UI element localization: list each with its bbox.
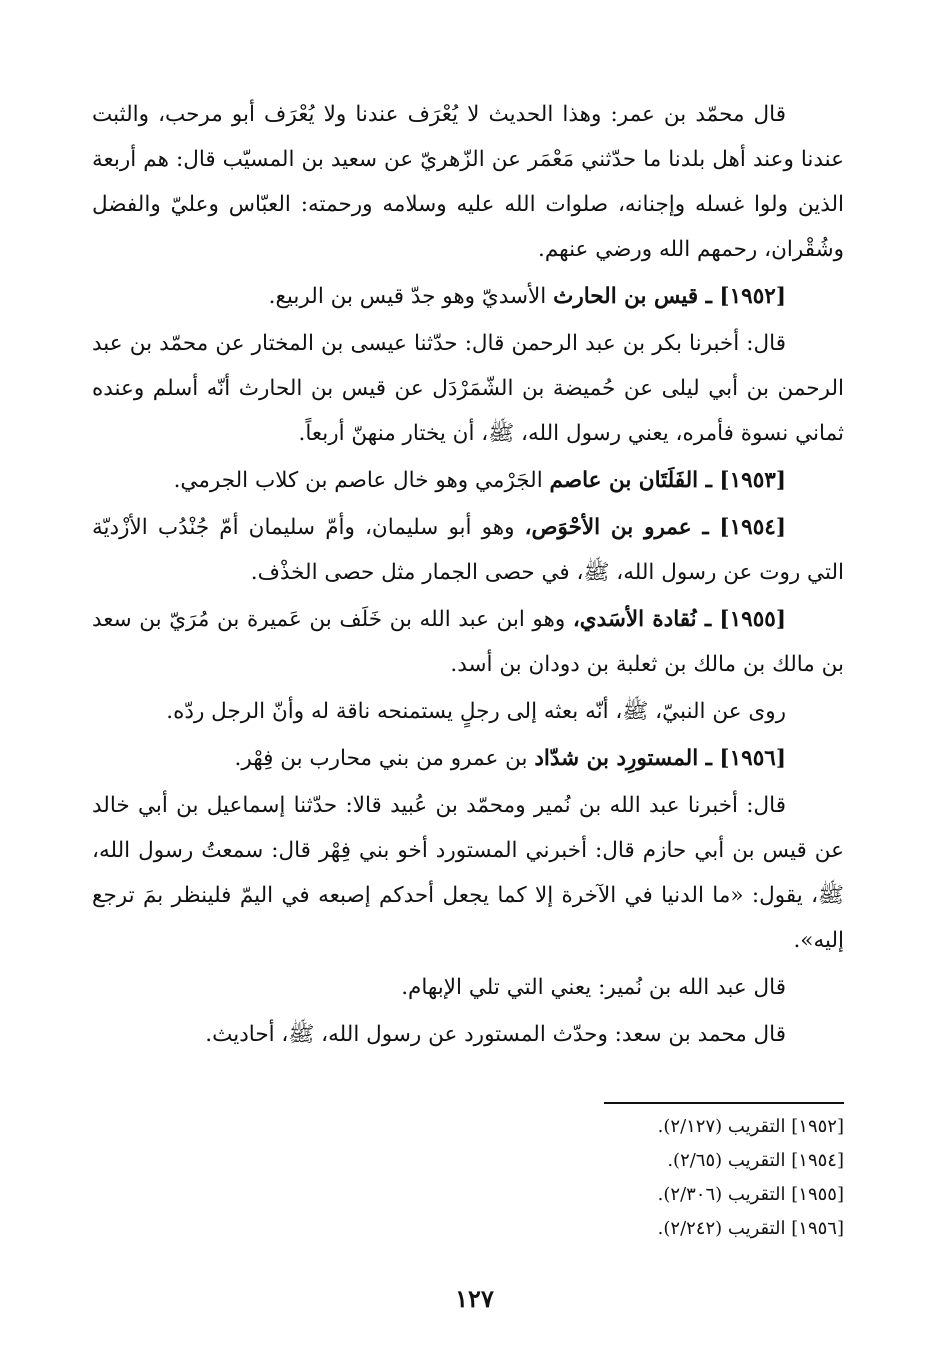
entry-1955 <box>92 597 844 687</box>
paragraph-narration-1956 <box>92 783 844 963</box>
paragraph-text: قال: أخبرنا بكر بن عبد الرحمن قال: حدّثنا عيسى بن المختار عن محمّد بن عبد الرحمن بن أبي ليلى عن حُميضة بن الشّمَرْدَل عن قيس بن الحارث أنّه أسلم وعنده ثماني نسوة فأمره، يعني رسول الله، ﷺ، أن يختار منهنّ أربعاً. <box>92 331 844 446</box>
paragraph-comment <box>92 965 844 1010</box>
page-number: ١٢٧ <box>455 1284 494 1313</box>
entry-1953 <box>92 458 844 503</box>
paragraph-text: روى عن النبيّ، ﷺ، أنّه بعثه إلى رجلٍ يستمنحه ناقة له وأنّ الرجل ردّه. <box>166 699 786 724</box>
paragraph-narration-1952 <box>92 321 844 456</box>
footnote-1955: [١٩٥٥] التقريب (٢/٣٠٦). <box>657 1184 844 1205</box>
entry-text: بن عمرو من بني محارب بن فِهْر. <box>234 746 535 771</box>
footnote-divider <box>604 1102 844 1104</box>
entry-heading: [١٩٥٤] ـ عمرو بن الأحْوَص، <box>524 515 786 540</box>
entry-heading: [١٩٥٣] ـ الفَلَتَان بن عاصم <box>549 468 786 493</box>
entry-1954 <box>92 505 844 595</box>
entry-heading: [١٩٥٦] ـ المستورِد بن شدّاد <box>534 746 786 771</box>
entry-text: الأسديّ وهو جدّ قيس بن الربيع. <box>268 284 554 309</box>
paragraph-text: قال عبد الله بن نُمير: يعني التي تلي الإبهام. <box>401 975 786 1000</box>
entry-text: وهو أبو سليمان، وأمّ سليمان أمّ جُنْدُب الأزْديّة التي روت عن رسول الله، ﷺ، في حصى الجمار مثل حصى الخذْف. <box>92 515 844 585</box>
entry-heading: [١٩٥٢] ـ قيس بن الحارث <box>553 284 786 309</box>
paragraph-closing <box>92 1012 844 1057</box>
paragraph-text: قال محمد بن سعد: وحدّث المستورد عن رسول الله، ﷺ، أحاديث. <box>205 1022 786 1047</box>
paragraph-narration-1955 <box>92 689 844 734</box>
footnotes <box>604 1102 844 1246</box>
entry-text: الجَرْمي وهو خال عاصم بن كلاب الجرمي. <box>173 468 550 493</box>
footnote-1952: [١٩٥٢] التقريب (٢/١٢٧). <box>657 1116 844 1137</box>
page-body <box>92 92 844 1059</box>
entry-heading: [١٩٥٥] ـ نُقادة الأسَدي، <box>572 607 786 632</box>
footnote-1954: [١٩٥٤] التقريب (٢/٦٥). <box>667 1150 844 1171</box>
entry-1956 <box>92 736 844 781</box>
paragraph-text: قال: أخبرنا عبد الله بن نُمير ومحمّد بن عُبيد قالا: حدّثنا إسماعيل بن أبي خالد عن قيس بن أبي حازم قال: أخبرني المستورد أخو بني فِهْر قال: سمعتُ رسول الله، ﷺ، يقول: «ما الدنيا في الآخرة إلا كما يجعل أحدكم إصبعه في اليمّ فلينظر بمَ ترجع إليه». <box>92 793 844 953</box>
paragraph-text: قال محمّد بن عمر: وهذا الحديث لا يُعْرَف عندنا ولا يُعْرَف أبو مرحب، والثبت عندنا وعند أهل بلدنا ما حدّثني مَعْمَر عن الزّهريّ عن سعيد بن المسيّب قال: هم أربعة الذين ولوا غسله وإجنانه، صلوات الله عليه وسلامه ورحمته: العبّاس وعليّ والفضل وشُقْران، رحمهم الله ورضي عنهم. <box>92 102 844 262</box>
entry-1952 <box>92 274 844 319</box>
entry-text: وهو ابن عبد الله بن خَلَف بن عَميرة بن مُرَيّ بن سعد بن مالك بن مالك بن ثعلبة بن دودان بن أسد. <box>92 607 844 677</box>
footnote-1956: [١٩٥٦] التقريب (٢/٢٤٢). <box>657 1218 844 1239</box>
paragraph-intro <box>92 92 844 272</box>
